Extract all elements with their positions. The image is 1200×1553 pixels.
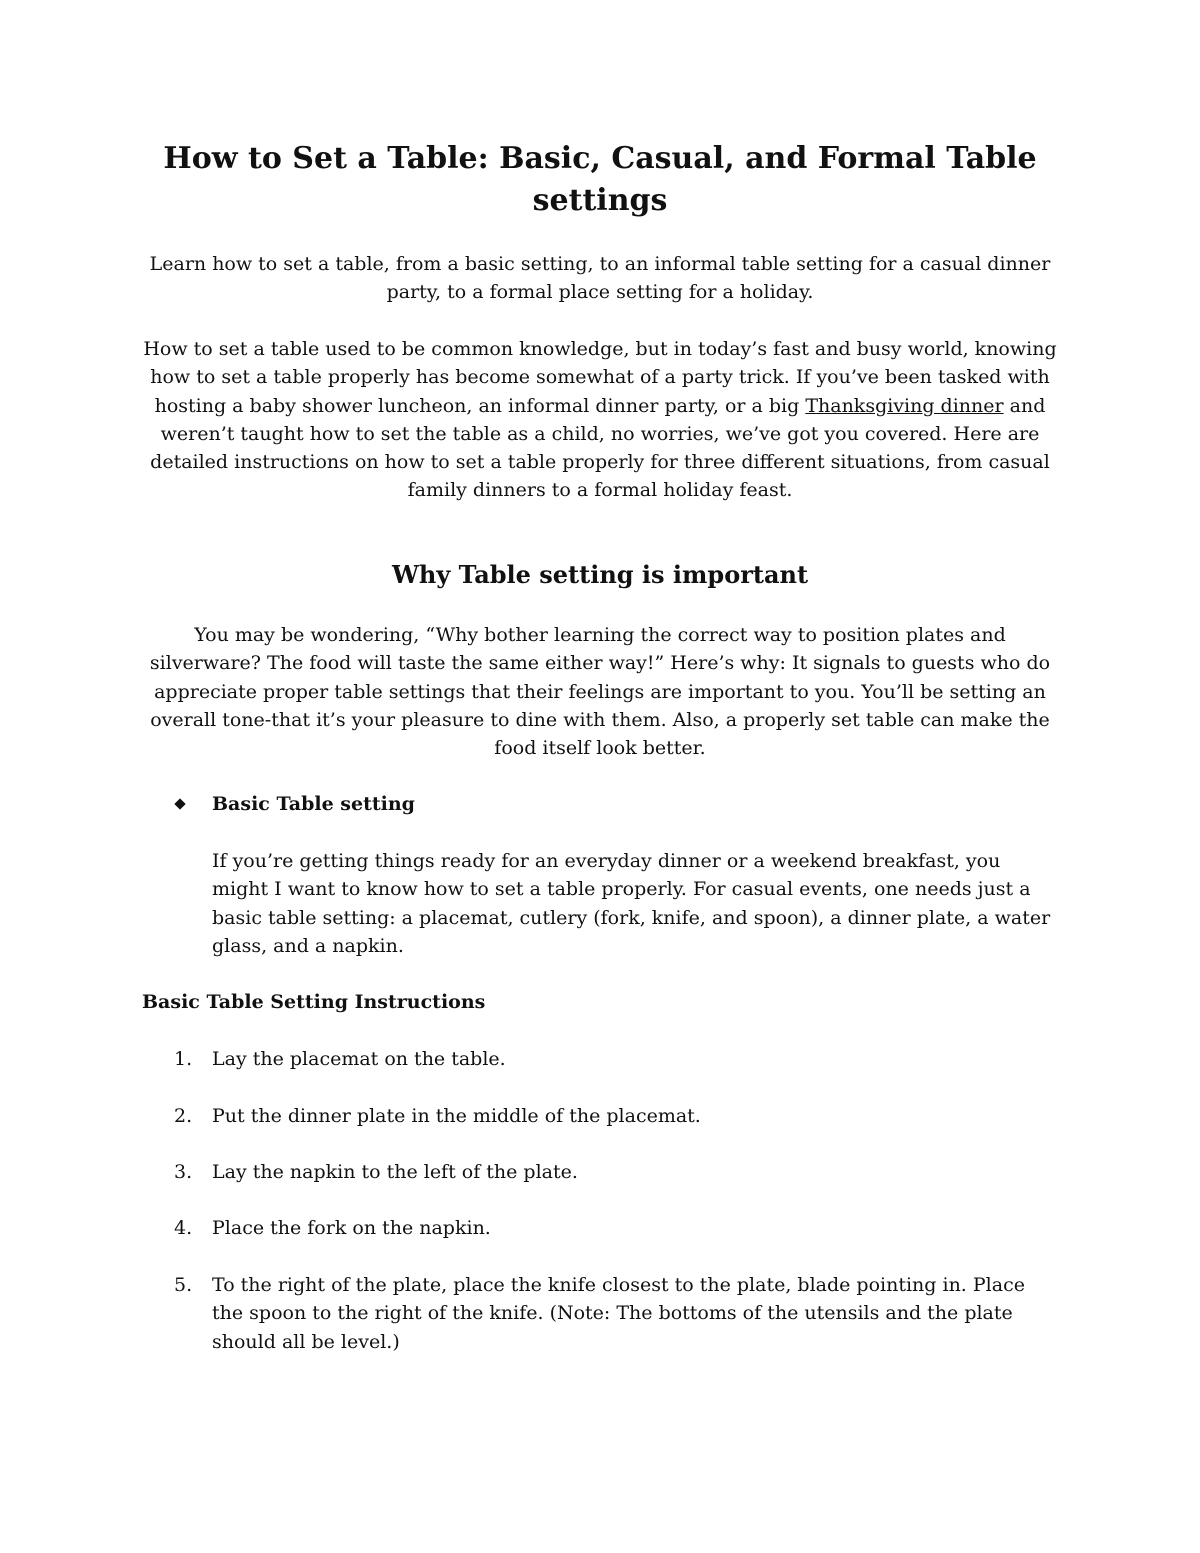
list-item-text: To the right of the plate, place the knife closest to the plate, blade pointing in. Place the spoon to the right of the knife. (Note: The bottoms of the utensils and the plate should all be level.) [212,1274,1025,1353]
list-item-text: Place the fork on the napkin. [212,1217,491,1239]
list-item-number: 5. [174,1274,193,1296]
document-title: How to Set a Table: Basic, Casual, and Formal Table settings [163,141,1037,218]
bullet-paragraph: If you’re getting things ready for an everyday dinner or a weekend breakfast, you might I want to know how to set a table properly. For casual events, one needs just a basic table setting: a placemat, cutlery (fork, knife, and spoon), a dinner plate, a water glass, and a napkin. [212,850,1051,957]
bullet-diamond-icon [174,798,185,809]
bullet-label: Basic Table setting [212,793,415,815]
instructions-heading: Basic Table Setting Instructions [142,991,486,1013]
body-paragraph-1-text-b: and weren’t taught how to set the table as a child, no worries, we’ve got you covered. Here are detailed instructions on how to set a table properly for three different situations, from casual family dinners to a formal holiday feast. [150,394,1050,502]
list-item-number: 3. [174,1161,193,1183]
thanksgiving-dinner-link[interactable]: Thanksgiving dinner [805,394,1004,417]
intro-paragraph: Learn how to set a table, from a basic setting, to an informal table setting for a casual dinner party, to a formal place setting for a holiday. [149,253,1051,304]
list-item-number: 2. [174,1105,193,1127]
section-heading: Why Table setting is important [391,560,809,589]
list-item-text: Put the dinner plate in the middle of the placemat. [212,1105,701,1127]
list-item-number: 4. [174,1217,193,1239]
list-item-number: 1. [174,1048,193,1070]
body-paragraph-1-text-a: How to set a table used to be common knowledge, but in today’s fast and busy world, knowing how to set a table properly has become somewhat of a party trick. If you’ve been tasked with hosting a baby shower luncheon, an informal dinner party, or a big [143,338,1057,417]
body-paragraph-1 [140,335,1060,505]
body-paragraph-2: You may be wondering, “Why bother learning the correct way to position plates and silverware? The food will taste the same either way!” Here’s why: It signals to guests who do appreciate proper table settings that their feelings are important to you. You’ll be setting an overall tone-that it’s your pleasure to dine with them. Also, a properly set table can make the food itself look better. [149,624,1051,760]
list-item-text: Lay the placemat on the table. [212,1048,506,1070]
list-item-text: Lay the napkin to the left of the plate. [212,1161,578,1183]
